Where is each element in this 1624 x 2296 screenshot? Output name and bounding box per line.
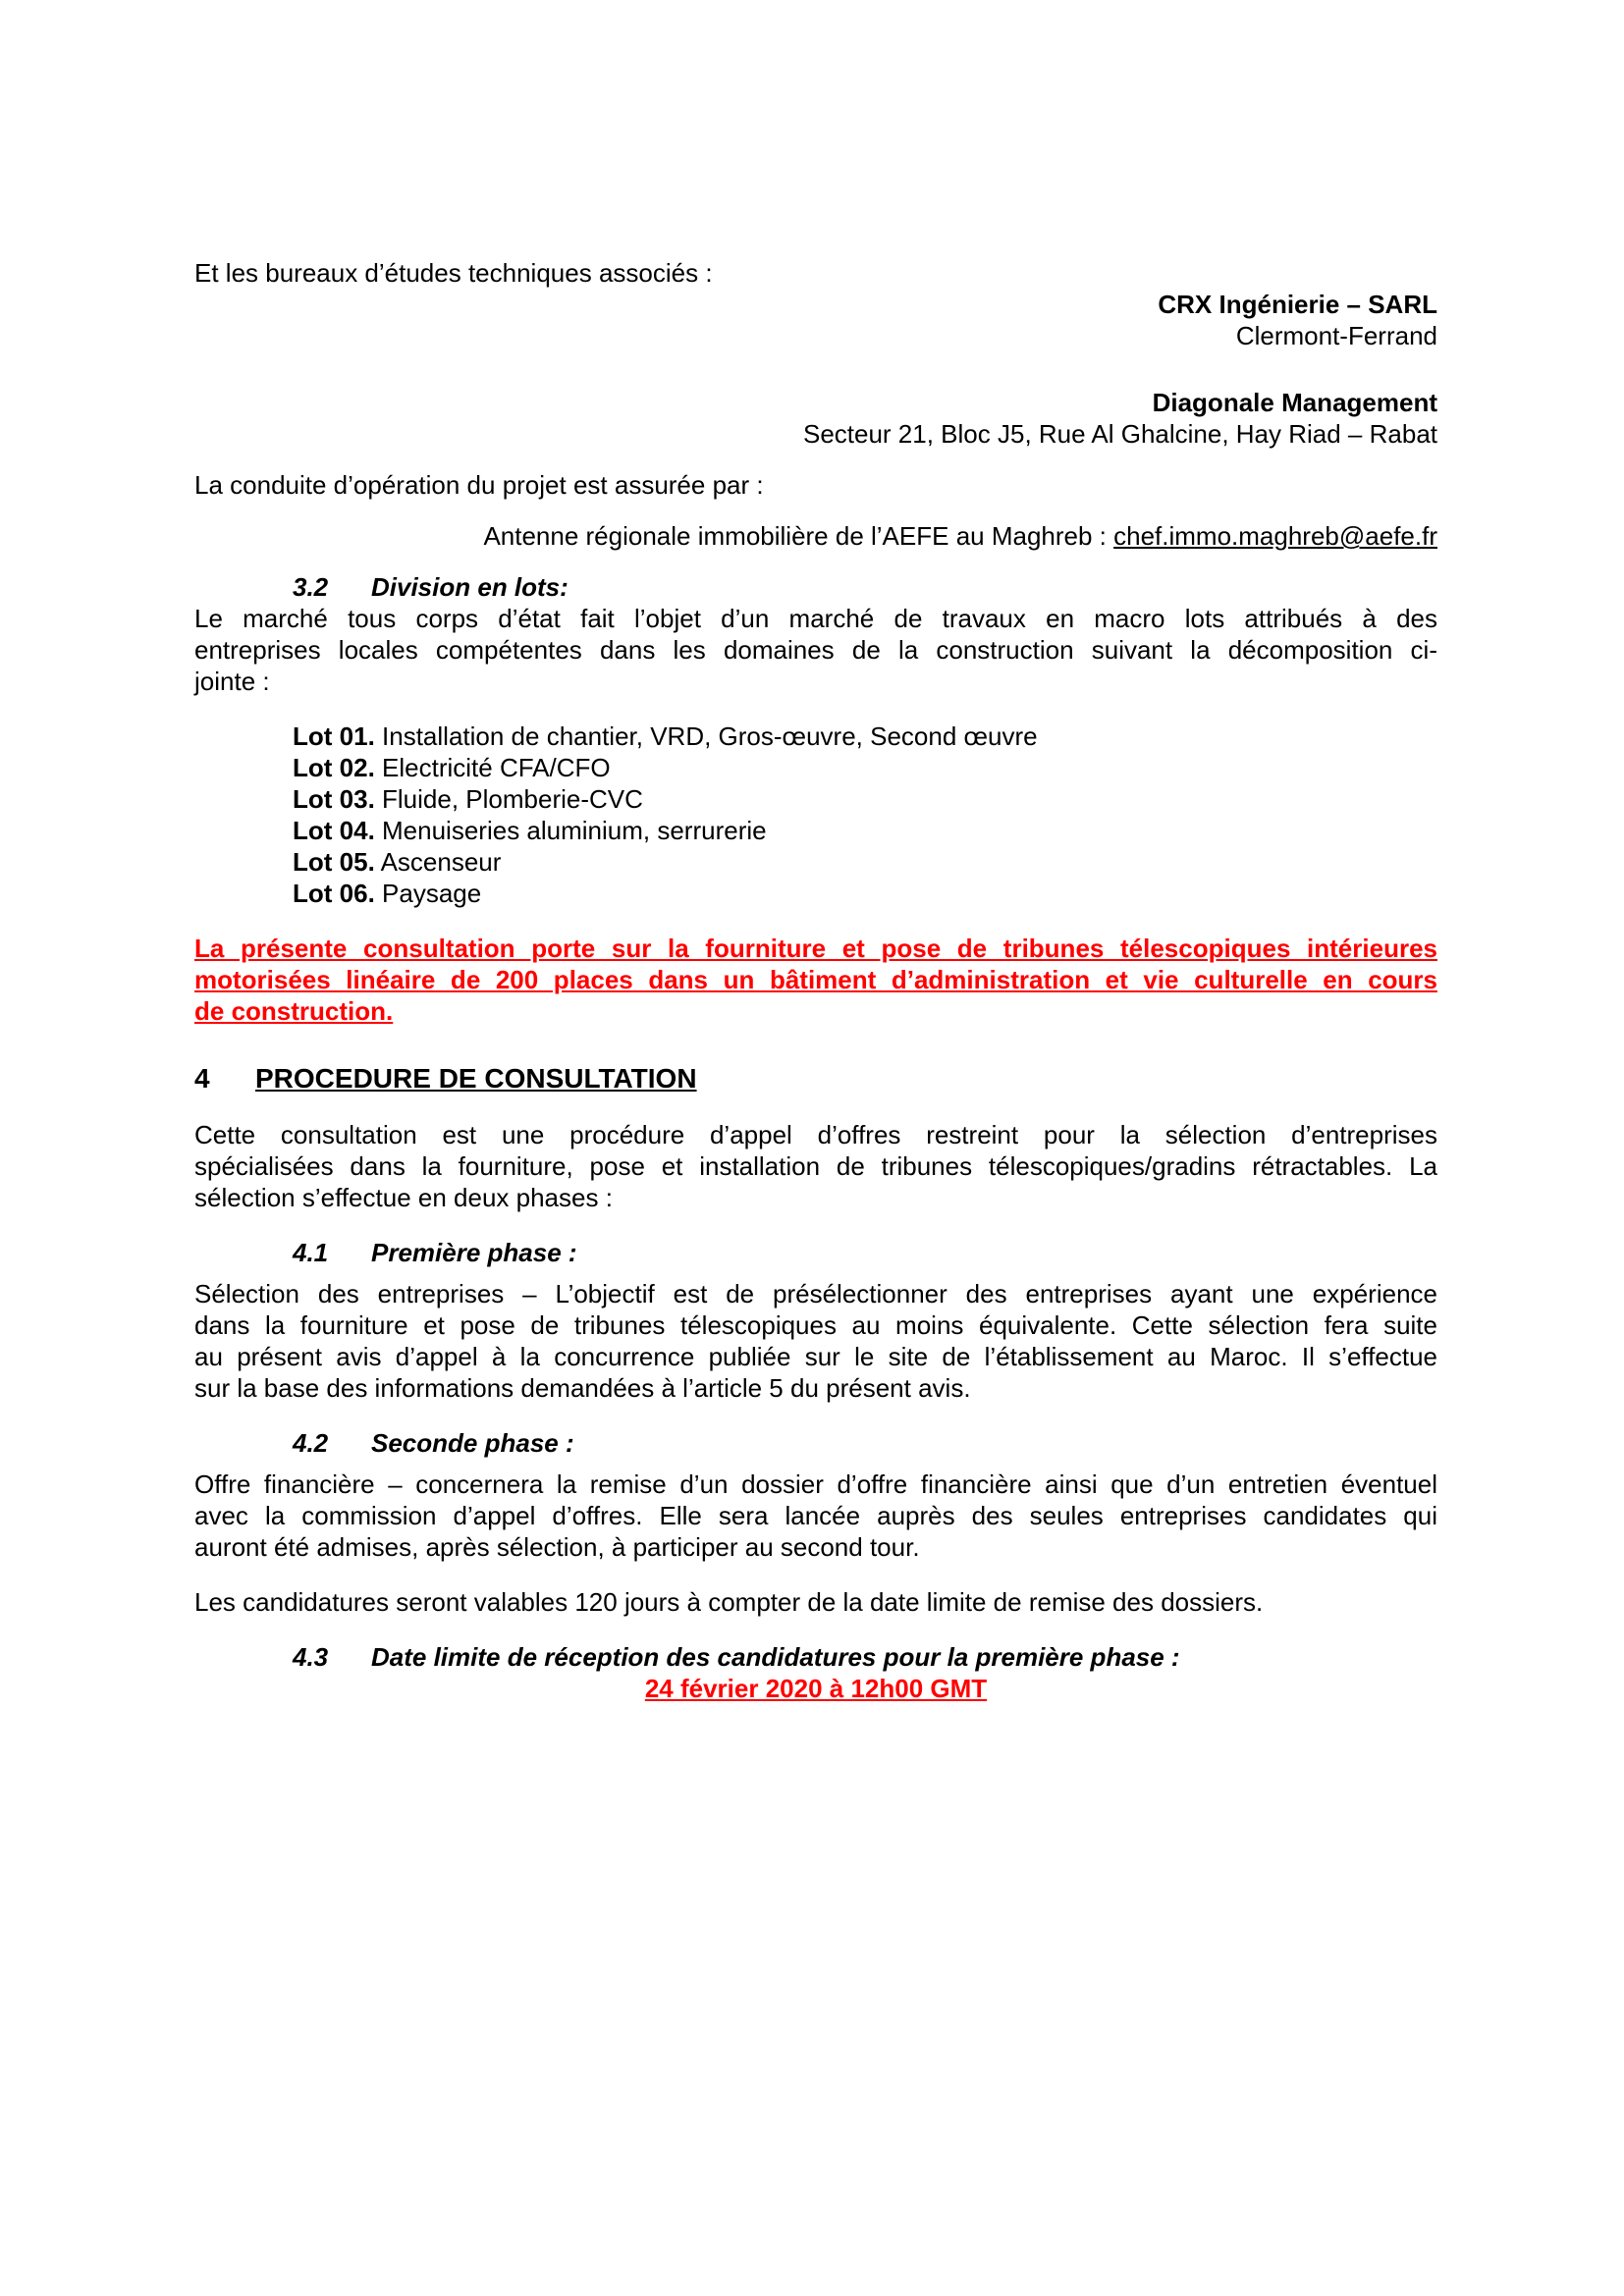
notice-line: La présente consultation porte sur la fourniture et pose de tribunes télescopiques intérieures — [194, 934, 1437, 963]
paragraph-line: sur la base des informations demandées à l’article 5 du présent avis. — [194, 1373, 971, 1403]
lot-item — [293, 846, 1437, 878]
paragraph-line: Sélection des entreprises – L’objectif est de présélectionner des entreprises ayant une expérience — [194, 1279, 1437, 1308]
paragraph-line: avec la commission d’appel d’offres. Elle sera lancée auprès des seules entreprises candidates qui — [194, 1501, 1437, 1530]
section-4-3-heading — [194, 1641, 1437, 1673]
paragraph-line: Cette consultation est une procédure d’appel d’offres restreint pour la sélection d’entreprises — [194, 1120, 1437, 1149]
lot-label: Lot 04. — [293, 816, 375, 845]
lot-text: Electricité CFA/CFO — [374, 753, 611, 782]
document-content — [194, 257, 1437, 1704]
lot-text: Menuiseries aluminium, serrurerie — [374, 816, 767, 845]
lot-item — [293, 752, 1437, 783]
paragraph-line: jointe : — [194, 667, 270, 696]
paragraph-line: au présent avis d’appel à la concurrence publiée sur le site de l’établissement au Maroc. Il s’effectue — [194, 1342, 1437, 1371]
section-4-2-heading — [194, 1427, 1437, 1459]
paragraph-line: Offre financière – concernera la remise d’un dossier d’offre financière ainsi que d’un entretien éventuel — [194, 1469, 1437, 1499]
lot-item — [293, 783, 1437, 815]
paragraph-line: spécialisées dans la fourniture, pose et installation de tribunes télescopiques/gradins rétractables. La — [194, 1151, 1437, 1181]
bet2-name: Diagonale Management — [1152, 388, 1437, 417]
lot-label: Lot 02. — [293, 753, 375, 782]
section-3-2-body — [194, 603, 1437, 697]
section-title: Première phase : — [371, 1238, 577, 1267]
notice-line: motorisées linéaire de 200 places dans un bâtiment d’administration et vie culturelle en cours — [194, 965, 1437, 994]
antenne-text: Antenne régionale immobilière de l’AEFE au Maghreb : — [483, 521, 1114, 551]
lot-text: Paysage — [374, 879, 482, 908]
validity-text: Les candidatures seront valables 120 jours à compter de la date limite de remise des dossiers. — [194, 1587, 1264, 1617]
intro-text: Et les bureaux d’études techniques associés : — [194, 258, 713, 288]
section-4-heading — [194, 1062, 1437, 1095]
section-number: 3.2 — [293, 572, 329, 602]
paragraph-line: dans la fourniture et pose de tribunes télescopiques au moins équivalente. Cette sélection fera suite — [194, 1310, 1437, 1340]
section-number: 4 — [194, 1063, 210, 1094]
lot-label: Lot 03. — [293, 784, 375, 814]
bet1-name: CRX Ingénierie – SARL — [1158, 290, 1437, 319]
bet1-city: Clermont-Ferrand — [1235, 321, 1437, 350]
conduite-text: La conduite d’opération du projet est assurée par : — [194, 470, 764, 500]
lot-label: Lot 01. — [293, 721, 375, 751]
section-title: Date limite de réception des candidatures pour la première phase : — [371, 1642, 1180, 1672]
paragraph-line: auront été admises, après sélection, à participer au second tour. — [194, 1532, 920, 1562]
section-4-2-body — [194, 1468, 1437, 1563]
lot-text: Installation de chantier, VRD, Gros-œuvre, Second œuvre — [374, 721, 1038, 751]
section-title: Seconde phase : — [371, 1428, 574, 1458]
antenne-email-link[interactable]: chef.immo.maghreb@aefe.fr — [1113, 521, 1437, 551]
lot-label: Lot 05. — [293, 847, 375, 877]
section-title: Division en lots: — [371, 572, 568, 602]
section-3-2-heading — [194, 571, 1437, 603]
lot-text: Fluide, Plomberie-CVC — [374, 784, 643, 814]
section-number: 4.1 — [293, 1238, 329, 1267]
lots-list — [194, 721, 1437, 909]
section-title: PROCEDURE DE CONSULTATION — [255, 1063, 697, 1094]
section-4-1-heading — [194, 1237, 1437, 1268]
bet2-address: Secteur 21, Bloc J5, Rue Al Ghalcine, Hay Riad – Rabat — [802, 419, 1437, 449]
section-number: 4.3 — [293, 1642, 329, 1672]
section-number: 4.2 — [293, 1428, 329, 1458]
section-4-body — [194, 1119, 1437, 1213]
notice-line: de construction. — [194, 996, 394, 1026]
paragraph-line: Le marché tous corps d’état fait l’objet d’un marché de travaux en macro lots attribués à des — [194, 604, 1437, 633]
lot-item — [293, 878, 1437, 909]
section-4-1-body — [194, 1278, 1437, 1404]
lot-item — [293, 815, 1437, 846]
lot-item — [293, 721, 1437, 752]
consultation-notice — [194, 933, 1437, 1027]
lot-text: Ascenseur — [374, 847, 502, 877]
paragraph-line: entreprises locales compétentes dans les domaines de la construction suivant la décomposition ci- — [194, 635, 1437, 665]
antenne-line — [194, 520, 1437, 552]
lot-label: Lot 06. — [293, 879, 375, 908]
paragraph-line: sélection s’effectue en deux phases : — [194, 1183, 613, 1212]
deadline-date: 24 février 2020 à 12h00 GMT — [644, 1674, 988, 1703]
